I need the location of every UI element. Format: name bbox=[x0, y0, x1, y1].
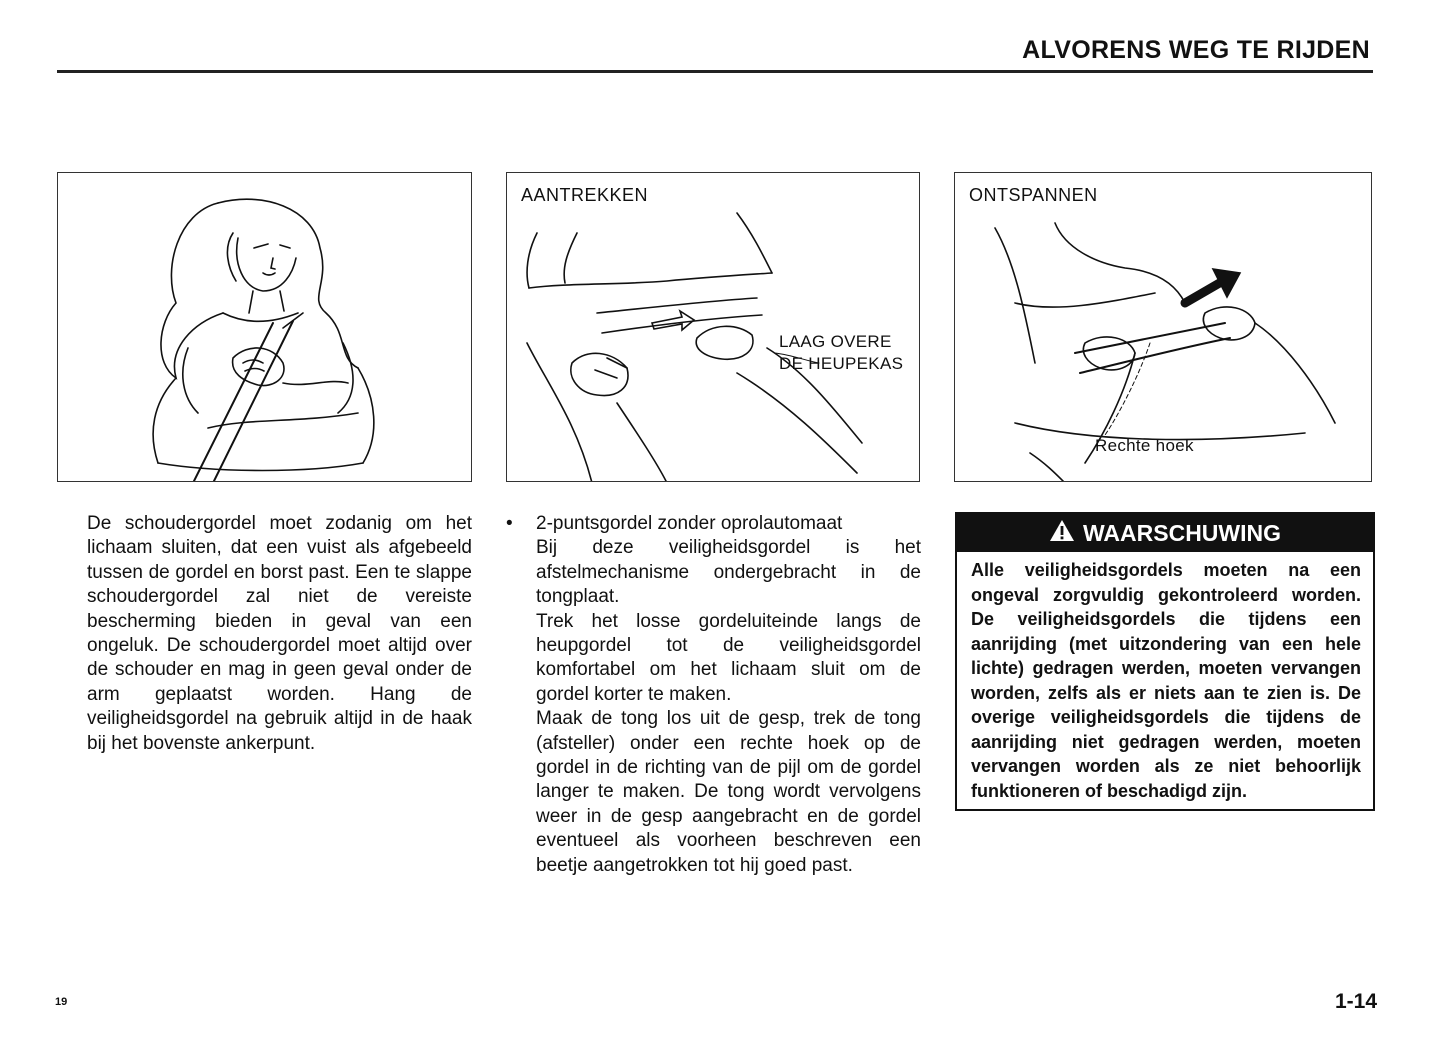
figure-label-right-angle: Rechte hoek bbox=[1095, 436, 1194, 455]
warning-box bbox=[955, 512, 1375, 811]
bullet: • bbox=[506, 513, 513, 534]
shoulder-belt-paragraph: De schoudergordel moet zodanig om het lichaam sluiten, dat een vuist als afgebeeld tussen de gordel en borst past. Een te slappe schoudergordel zal niet de vereiste bescherming bieden in geval van een ongeluk. De schoudergordel moet altijd over de schouder en mag in geen geval onder de arm geplaatst worden. Hang de veiligheidsgordel na gebruik altijd in de haak bij het bovenste ankerpunt. bbox=[87, 513, 472, 754]
tighten-belt-illustration bbox=[507, 173, 920, 482]
two-point-belt-paragraph-2: Trek het losse gordeluiteinde langs de heupgordel tot de veiligheidsgordel komfortabel om het lichaam sluit om de gordel korter te maken. bbox=[536, 610, 921, 705]
warning-title: WAARSCHUWING bbox=[1082, 519, 1282, 546]
figure-tighten bbox=[506, 172, 920, 482]
figure-caption-tighten: AANTREKKEN bbox=[521, 185, 649, 205]
header-rule bbox=[57, 70, 1373, 73]
page-number-left: 19 bbox=[55, 996, 68, 1008]
figure-label-lap-line1: LAAG OVERE bbox=[779, 332, 892, 351]
figure-loosen bbox=[954, 172, 1372, 482]
warning-text: Alle veiligheidsgordels moeten na een ongeval zorgvuldig gekontroleerd worden. De veiligheidsgordels die tijdens een aanrijding (met uitzondering van een hele lichte) gedragen werden, moeten vervangen worden, zelfs als er niets aan te zien is. De overige veiligheidsgordels die tijdens de aanrijding niet gedragen werden, moeten vervangen worden als ze niet behoorlijk funktioneren of beschadigd zijn. bbox=[971, 560, 1361, 801]
warning-header bbox=[957, 514, 1373, 552]
figure-label-lap-line2: DE HEUPEKAS bbox=[779, 354, 904, 373]
text-column-two-point-belt bbox=[506, 512, 921, 878]
figure-shoulder-belt bbox=[57, 172, 472, 482]
two-point-belt-paragraph-3: Maak de tong los uit de gesp, trek de tong (afsteller) onder een rechte hoek op de gordel in de richting van de pijl om de gordel langer te maken. De tong wordt vervolgens weer in de gesp aangebracht en de gordel eventueel als voorheen beschreven een beetje aangetrokken tot hij goed past. bbox=[536, 708, 921, 876]
two-point-belt-title: 2-puntsgordel zonder oprolautomaat bbox=[536, 513, 843, 534]
page-header-title: ALVORENS WEG TE RIJDEN bbox=[1022, 36, 1370, 64]
page-number-right: 1-14 bbox=[1334, 990, 1377, 1013]
two-point-belt-paragraph-1: Bij deze veiligheidsgordel is het afstelmechanisme ondergebracht in de tongplaat. bbox=[536, 537, 921, 608]
shoulder-belt-illustration bbox=[58, 173, 472, 482]
figure-caption-loosen: ONTSPANNEN bbox=[969, 185, 1098, 205]
text-column-shoulder-belt bbox=[87, 512, 472, 756]
warning-triangle-icon bbox=[1049, 519, 1075, 548]
